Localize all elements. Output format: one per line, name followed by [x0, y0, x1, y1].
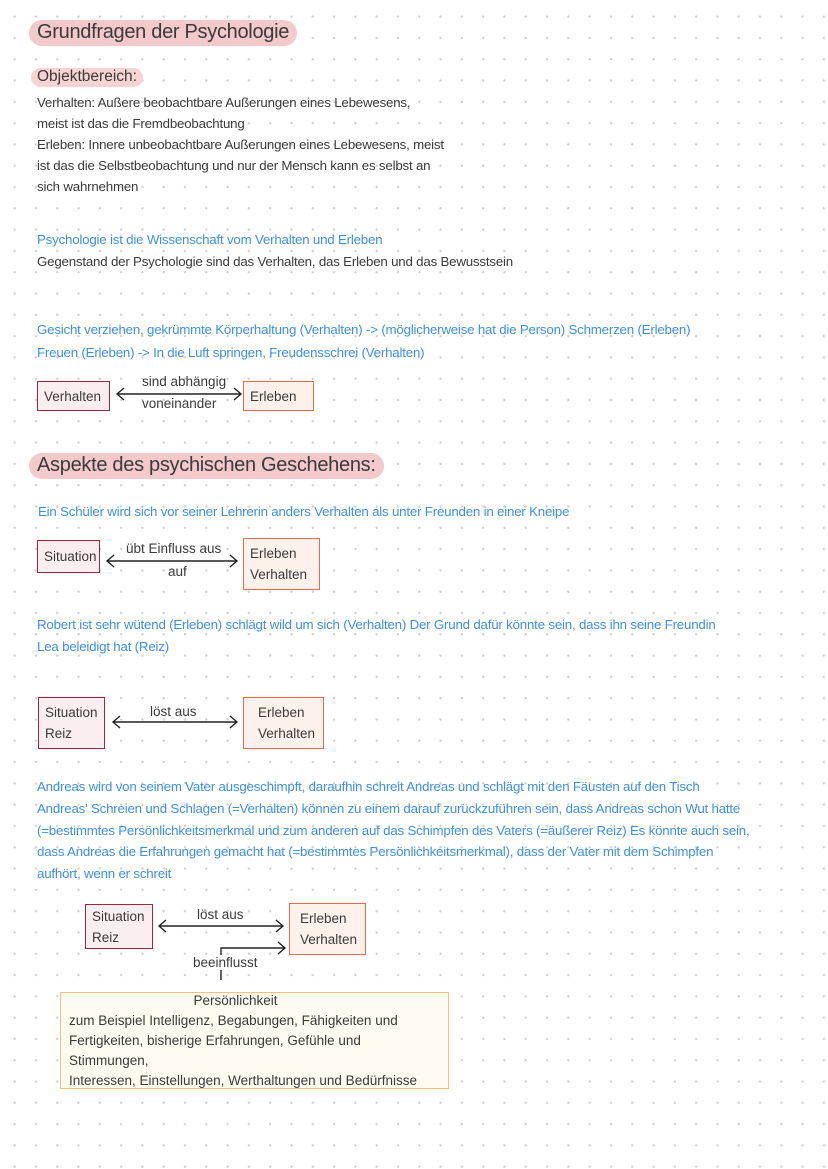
box-label: Verhalten [44, 388, 102, 404]
box-label: Erleben [250, 546, 297, 561]
box-label: Reiz [45, 726, 73, 741]
box-label: Erleben [300, 911, 347, 926]
situation-box [37, 540, 100, 573]
box-label: Erleben [258, 705, 305, 720]
text-line: ist das die Selbstbeobachtung und nur der Mensch kann es selbst an [37, 158, 431, 173]
box-label: Situation [44, 549, 97, 564]
text-line: sich wahrnehmen [37, 179, 139, 194]
example-line: Freuen (Erleben) -> In die Luft springen, Freudensschrei (Verhalten) [37, 345, 425, 360]
arrow-label: löst aus [197, 907, 244, 922]
box-label: Situation [92, 908, 145, 924]
box-label: Verhalten [250, 567, 308, 582]
andreas-line: aufhört, wenn er schreit [37, 866, 172, 881]
erleben-verhalten-box [243, 697, 324, 749]
double-arrow [157, 918, 285, 934]
aspekte-heading: Aspekte des psychischen Geschehens: [29, 453, 384, 479]
double-arrow [111, 714, 239, 730]
aspekte-example: Ein Schüler wird sich vor seiner Lehrerin anders Verhalten als unter Freunden in einer Kneipe [38, 504, 570, 519]
personality-line: Interessen, Einstellungen, Werthaltungen und Bedürfnisse [69, 1072, 417, 1088]
erleben-verhalten-box [243, 538, 320, 590]
arrow-label-top: sind abhängig [142, 374, 227, 389]
personality-line: zum Beispiel Intelligenz, Begabungen, Fähigkeiten und [69, 1012, 398, 1028]
text-line: Verhalten: Außere beobachtbare Außerungen eines Lebewesens, [37, 95, 411, 110]
influence-label: beeinflusst [193, 955, 258, 970]
personality-line: Fertigkeiten, bisherige Erfahrungen, Gefühle und Stimmungen, [69, 1032, 361, 1068]
arrow-label-bottom: auf [168, 564, 187, 579]
box-label: Situation [45, 705, 98, 720]
arrow-label-top: übt Einfluss aus [126, 541, 222, 556]
definition-blue: Psychologie ist die Wissenschaft vom Verhalten und Erleben [37, 232, 383, 247]
text-line: Erleben: Innere unbeobachtbare Außerungen eines Lebewesens, meist [37, 137, 444, 152]
erleben-verhalten-box [289, 903, 366, 955]
andreas-line: (=bestimmtes Persönlichkeitsmerkmal und zum anderen auf das Schimpfen des Vaters (=äußerer Reiz) Es könnte auch sein, [37, 823, 750, 838]
double-arrow [105, 553, 239, 569]
situation-reiz-box [38, 697, 105, 749]
objektbereich-heading: Objektbereich: [31, 68, 143, 87]
andreas-line: Andreas wird von seinem Vater ausgeschimpft, daraufhin schreit Andreas und schlägt mit den Fäusten auf den Tisch [37, 779, 700, 794]
example-line: Gesicht verziehen, gekrümmte Körperhaltung (Verhalten) -> (möglicherweise hat die Person) Schmerzen (Erleben) [37, 322, 691, 337]
personality-title: Persönlichkeit [193, 992, 278, 1008]
verhalten-box [37, 381, 110, 411]
robert-line: Lea beleidigt hat (Reiz) [37, 639, 169, 654]
robert-line: Robert ist sehr wütend (Erleben) schlägt wild um sich (Verhalten) Der Grund dafür könnte sein, dass ihn seine Freundin [37, 617, 716, 632]
double-arrow [115, 386, 243, 402]
box-label: Erleben [250, 388, 297, 404]
erleben-box [243, 381, 314, 411]
andreas-line: Andreas' Schreien und Schlagen (=Verhalten) können zu einem darauf zurückzuführen sein, dass Andreas schon Wut hatte [37, 801, 741, 816]
box-label: Reiz [92, 929, 120, 945]
definition-text: Gegenstand der Psychologie sind das Verhalten, das Erleben und das Bewusstsein [37, 254, 513, 269]
page-title: Grundfragen der Psychologie [29, 20, 297, 46]
personality-box [60, 992, 449, 1089]
arrow-label: löst aus [150, 704, 197, 719]
arrow-label-bottom: voneinander [142, 396, 217, 411]
objektbereich-text [37, 92, 444, 197]
text-line: meist ist das die Fremdbeobachtung [37, 116, 245, 131]
situation-reiz-box [85, 904, 153, 949]
andreas-line: dass Andreas die Erfahrungen gemacht hat (=bestimmtes Persönlichkeitsmerkmal), dass der Vater mit dem Schimpfen [37, 844, 714, 859]
box-label: Verhalten [300, 932, 358, 947]
box-label: Verhalten [258, 726, 316, 741]
